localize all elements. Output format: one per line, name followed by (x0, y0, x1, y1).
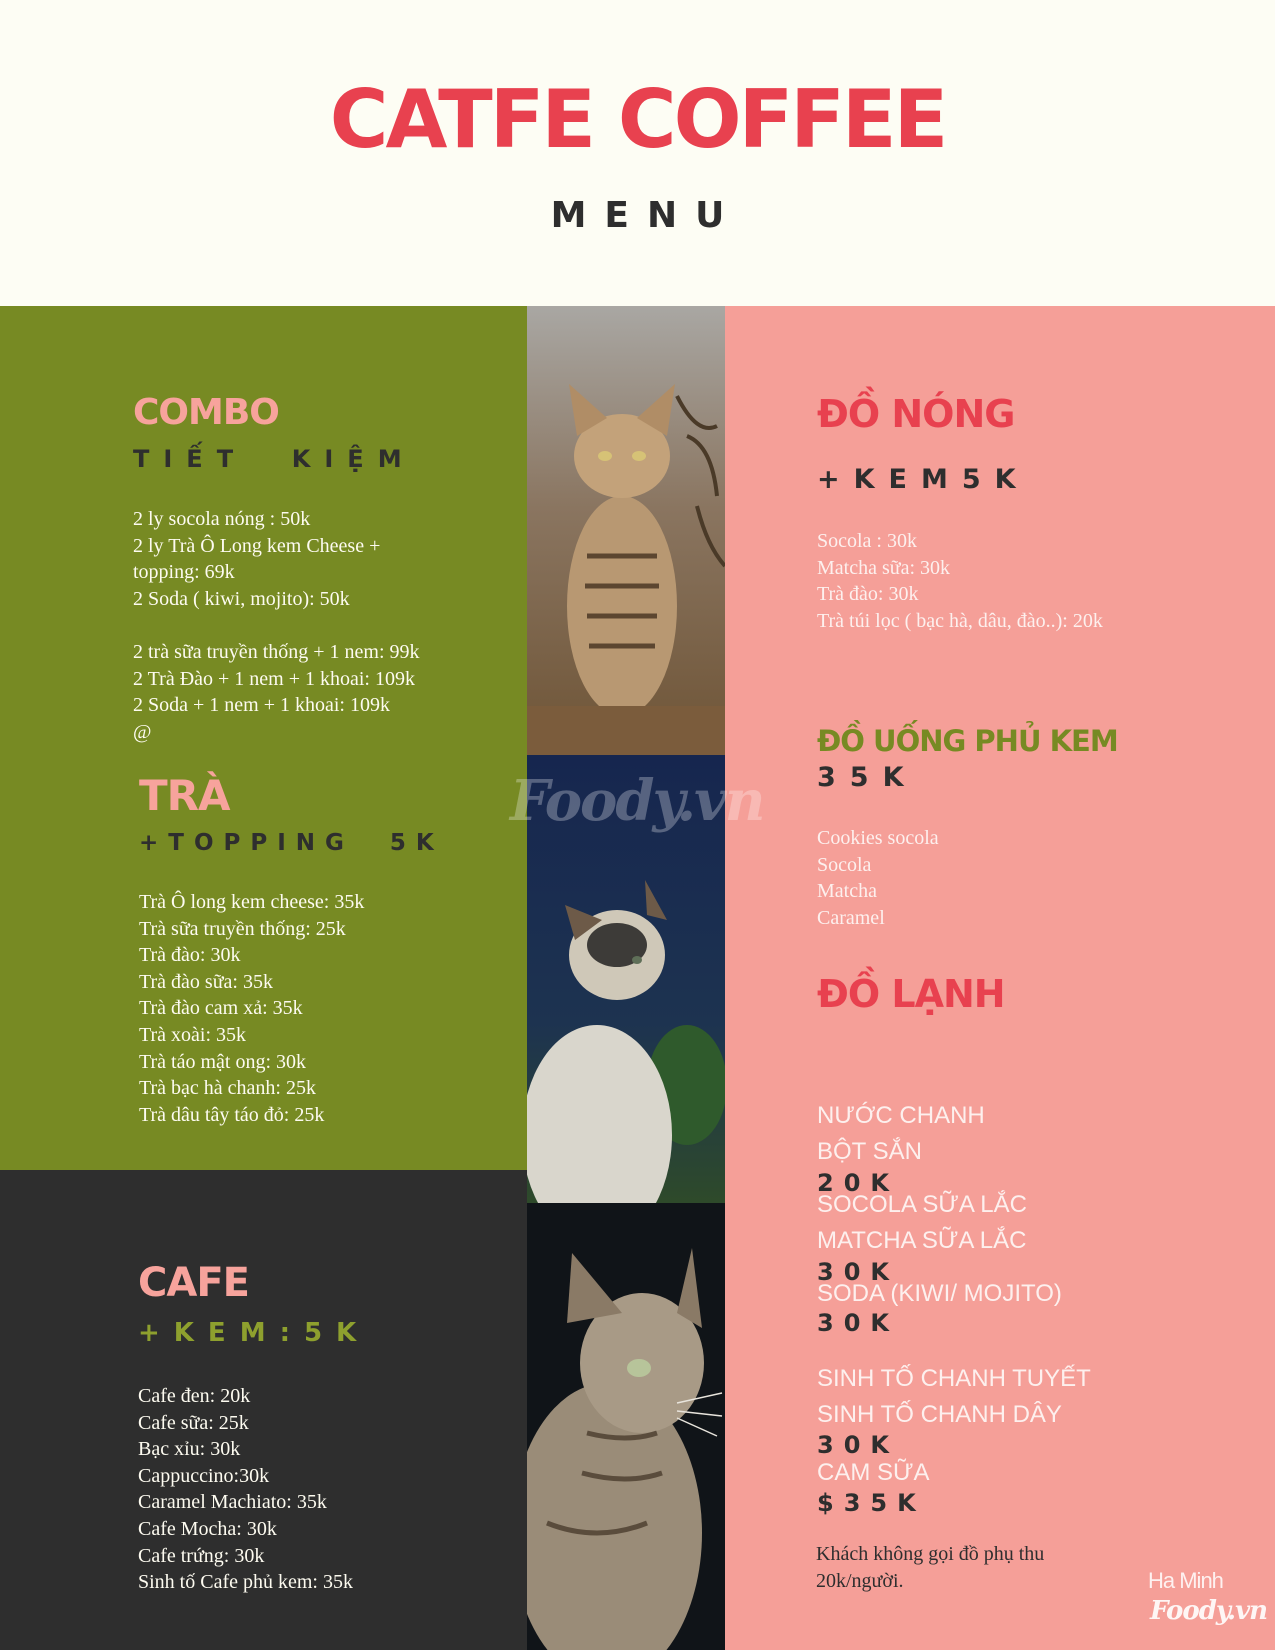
drink-item: NƯỚC CHANH (817, 1102, 985, 1129)
list-item: Trà bạc hà chanh: 25k (139, 1077, 316, 1100)
list-item: Sinh tố Cafe phủ kem: 35k (138, 1571, 353, 1594)
list-item: Trà xoài: 35k (139, 1023, 247, 1046)
list-item: Trà đào: 30k (817, 583, 919, 606)
tra-heading: TRÀ (139, 771, 230, 820)
list-item: topping: 69k (133, 561, 235, 584)
cafe-subheading: +KEM:5K (138, 1318, 371, 1348)
tabby-cat-profile-photo (527, 1203, 725, 1650)
list-item: 2 Trà Đào + 1 nem + 1 khoai: 109k (133, 667, 415, 690)
drink-price: 30K (817, 1258, 899, 1286)
foody-logo: Foody.vn (1150, 1596, 1268, 1626)
drink-item: SOCOLA SỮA LẮC (817, 1191, 1027, 1218)
list-item: 2 ly Trà Ô Long kem Cheese + (133, 534, 381, 557)
drink-item: BỘT SẮN (817, 1138, 922, 1165)
list-item: Caramel Machiato: 35k (138, 1491, 327, 1514)
tra-subheading: +TOPPING 5K (139, 830, 444, 856)
list-item (133, 612, 420, 639)
list-item: Caramel (817, 906, 885, 929)
list-item: Cafe Mocha: 30k (138, 1517, 277, 1540)
drink-item: CAM SỮA (817, 1459, 930, 1486)
drink-item: SODA (KIWI/ MOJITO) (817, 1280, 1062, 1307)
list-item: 2 trà sữa truyền thống + 1 nem: 99k (133, 640, 420, 663)
list-item: Matcha (817, 880, 877, 903)
do-lanh-heading: ĐỒ LẠNH (817, 972, 1005, 1016)
tabby-kitten-photo (527, 306, 725, 755)
cafe-heading: CAFE (138, 1260, 249, 1306)
list-item: Cafe trứng: 30k (138, 1544, 265, 1567)
list-item: Trà túi lọc ( bạc hà, dâu, đào..): 20k (817, 609, 1103, 632)
do-uong-phu-kem-list (817, 825, 939, 931)
tra-list (139, 889, 364, 1128)
drink-price: 30K (817, 1309, 899, 1337)
list-item: Trà Ô long kem cheese: 35k (139, 891, 365, 913)
list-item: Cafe đen: 20k (138, 1385, 251, 1407)
list-item: Trà dâu tây táo đỏ: 25k (139, 1103, 325, 1126)
list-item: Cappuccino:30k (138, 1464, 270, 1487)
drink-price: 20K (817, 1169, 899, 1197)
combo-heading: COMBO (133, 392, 279, 433)
list-item: Bạc xỉu: 30k (138, 1438, 241, 1461)
cafe-list (138, 1383, 353, 1596)
list-item: Socola : 30k (817, 530, 917, 552)
menu-title: CATFE COFFEE (329, 73, 946, 166)
do-nong-list (817, 528, 1103, 634)
list-item: Cookies socola (817, 827, 939, 849)
combo-list (133, 506, 420, 745)
list-item: Trà đào sữa: 35k (139, 970, 273, 993)
list-item: Matcha sữa: 30k (817, 556, 951, 579)
list-item: 2 Soda + 1 nem + 1 khoai: 109k (133, 694, 390, 717)
note-line: 20k/người. (816, 1569, 904, 1592)
do-uong-phu-kem-heading: ĐỒ UỐNG PHỦ KEM (817, 724, 1118, 758)
list-item: Trà sữa truyền thống: 25k (139, 917, 346, 940)
list-item: Trà đào cam xả: 35k (139, 997, 303, 1020)
list-item: Socola (817, 853, 872, 876)
drink-price: $35K (817, 1489, 926, 1517)
surcharge-note (816, 1541, 1044, 1594)
drink-price: 30K (817, 1431, 899, 1459)
drink-item: SINH TỐ CHANH TUYẾT (817, 1365, 1091, 1392)
foody-watermark: Foody.vn (510, 768, 764, 834)
do-nong-subheading: +KEM5K (817, 464, 1030, 495)
list-item: @ (133, 720, 152, 743)
do-nong-heading: ĐỒ NÓNG (817, 392, 1015, 436)
list-item: Trà đào: 30k (139, 944, 241, 967)
do-uong-phu-kem-price: 35K (817, 762, 918, 793)
author-watermark: Ha Minh (1148, 1568, 1223, 1593)
drink-item: MATCHA SỮA LẮC (817, 1227, 1027, 1254)
drink-item: SINH TỐ CHANH DÂY (817, 1401, 1062, 1428)
note-line: Khách không gọi đồ phụ thu (816, 1543, 1045, 1565)
combo-subheading: TIẾT KIỆM (133, 445, 416, 473)
list-item: 2 Soda ( kiwi, mojito): 50k (133, 587, 350, 610)
menu-subtitle: MENU (550, 195, 743, 236)
list-item: 2 ly socola nóng : 50k (133, 508, 311, 530)
list-item: Cafe sữa: 25k (138, 1411, 249, 1434)
list-item: Trà táo mật ong: 30k (139, 1050, 307, 1073)
